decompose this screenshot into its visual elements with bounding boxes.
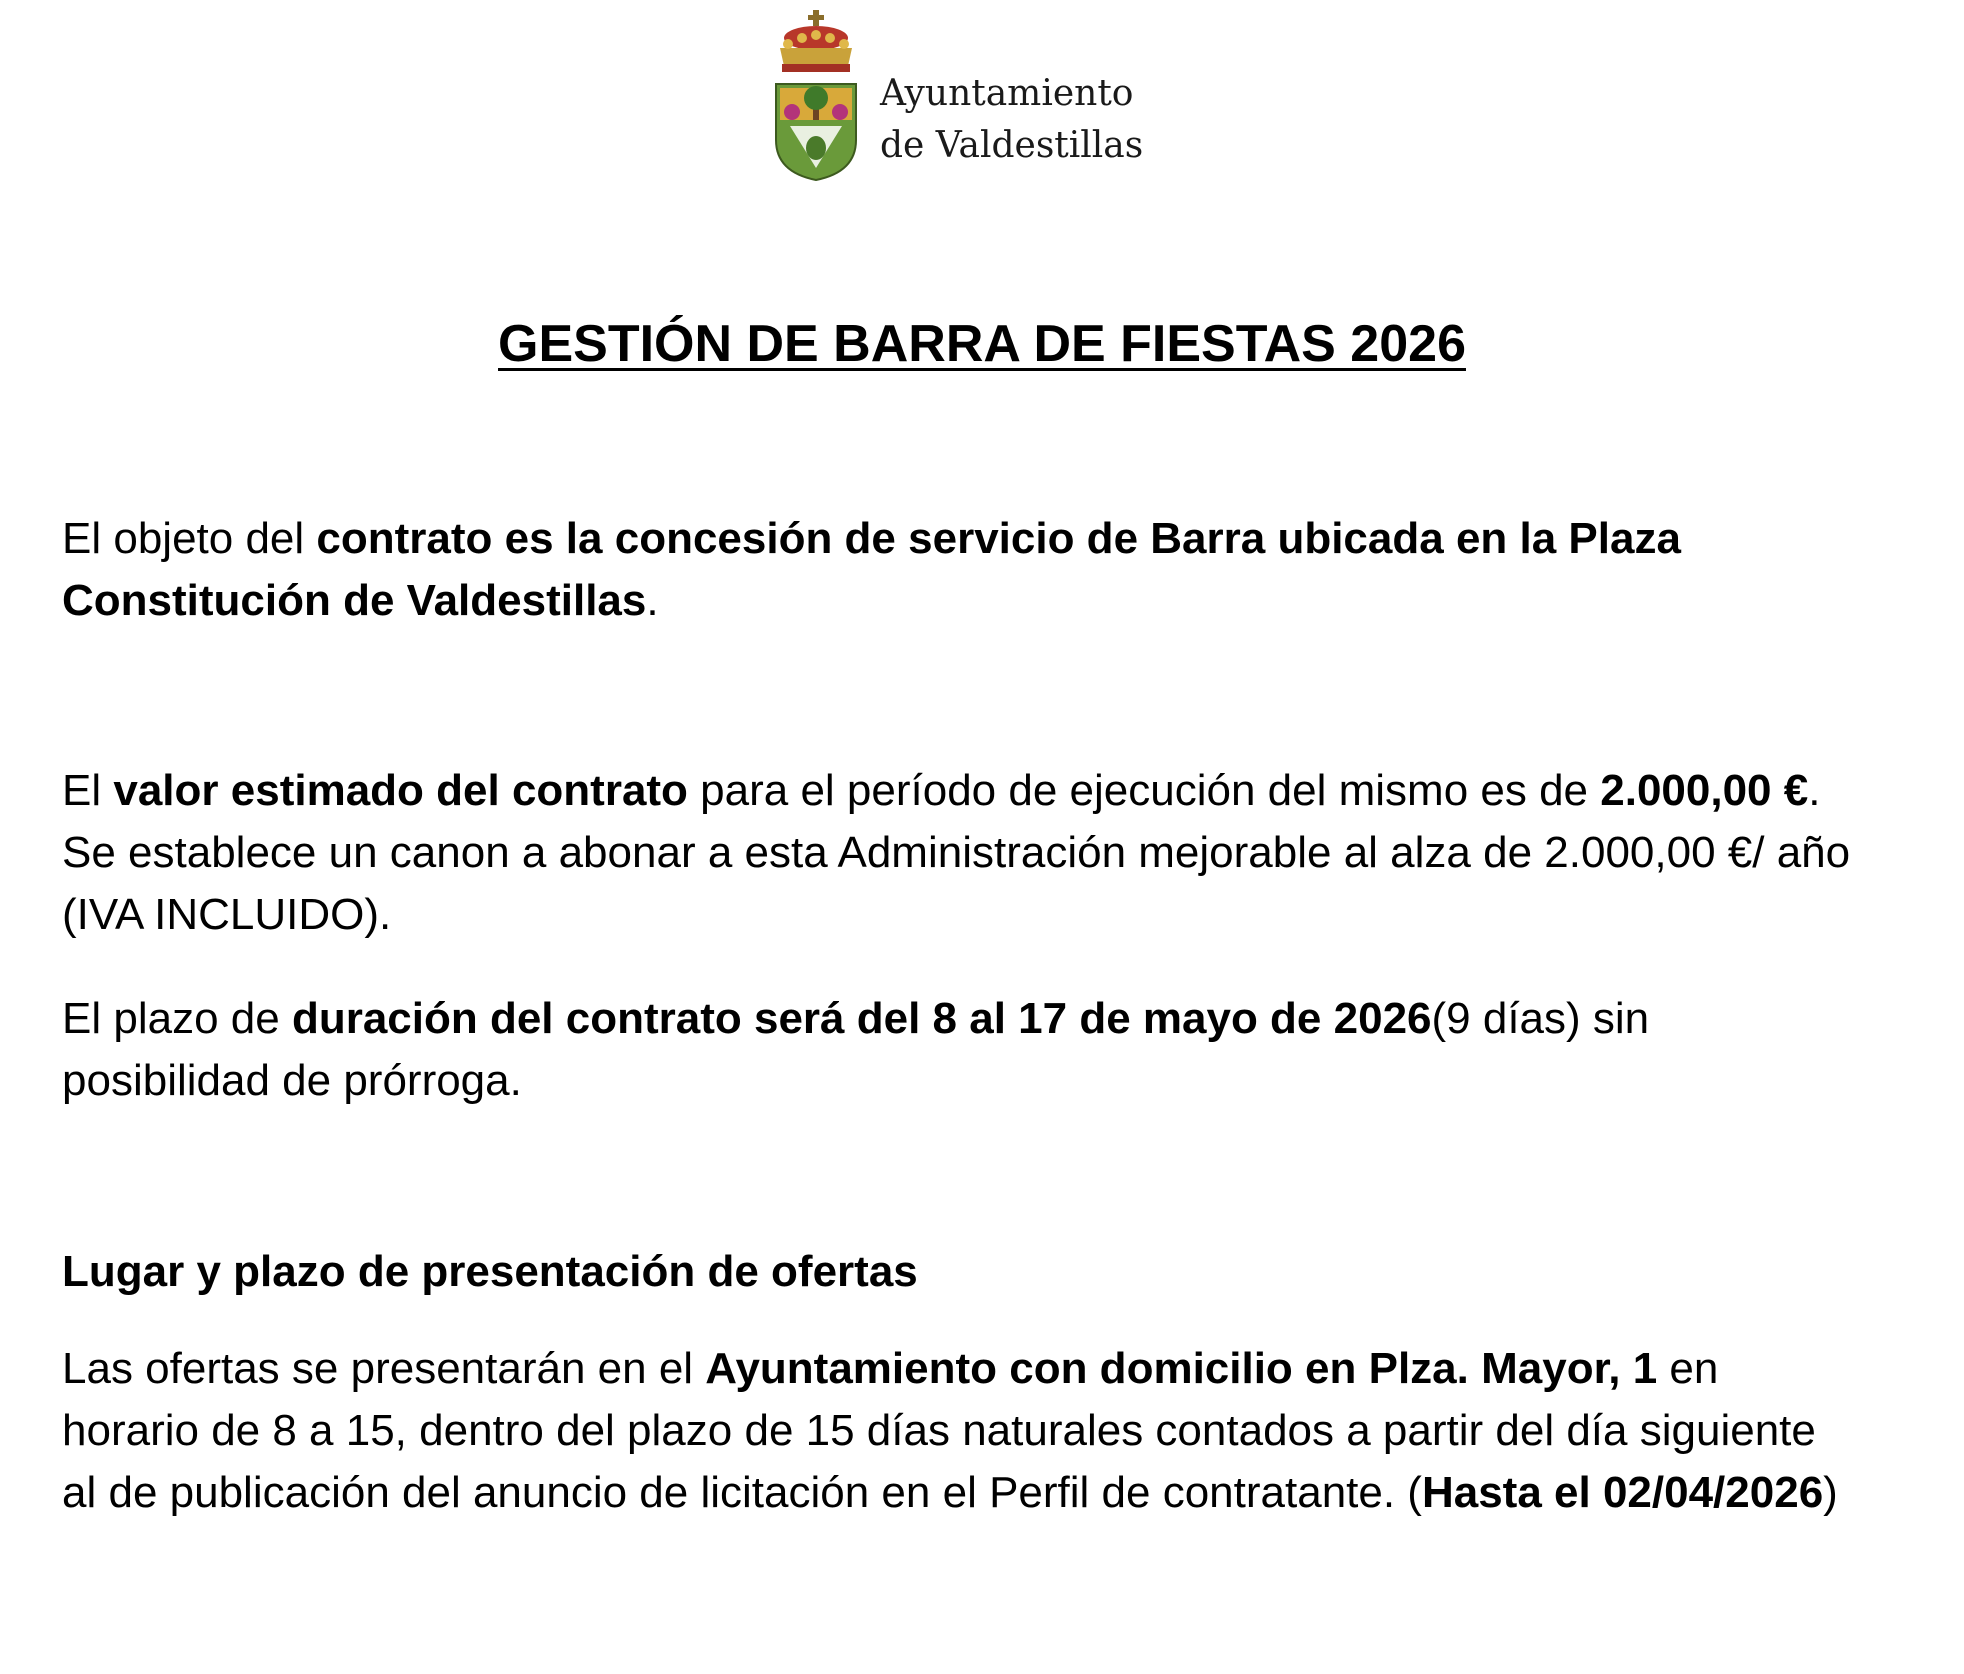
organization-name-line2: de Valdestillas (880, 125, 1144, 166)
organization-name-line1: Ayuntamiento (880, 73, 1134, 114)
letterhead (768, 8, 1168, 184)
document-title: GESTIÓN DE BARRA DE FIESTAS 2026 (498, 315, 1466, 373)
section-heading: Lugar y plazo de presentación de ofertas (62, 1247, 918, 1296)
organization-name (880, 68, 1143, 172)
offers-submission-paragraph: Las ofertas se presentarán en el Ayuntamiento con domicilio en Plza. Mayor, 1 en horario de 8 a 15, dentro del plazo de 15 días naturales contados a partir del día siguiente al de publicación del anuncio de licitación en el Perfil de contratante. (Hasta el 02/04/2026) (62, 1344, 1838, 1517)
coat-of-arms-icon (768, 8, 864, 184)
contract-duration-paragraph: El plazo de duración del contrato será del 8 al 17 de mayo de 2026(9 días) sin posibilidad de prórroga. (62, 994, 1650, 1105)
contract-value-paragraph: El valor estimado del contrato para el período de ejecución del mismo es de 2.000,00 €. Se establece un canon a abonar a esta Administración mejorable al alza de 2.000,00 €/ año (IVA INCLUIDO). (62, 766, 1851, 939)
contract-object-paragraph: El objeto del contrato es la concesión de servicio de Barra ubicada en la Plaza Constitución de Valdestillas. (62, 514, 1681, 625)
